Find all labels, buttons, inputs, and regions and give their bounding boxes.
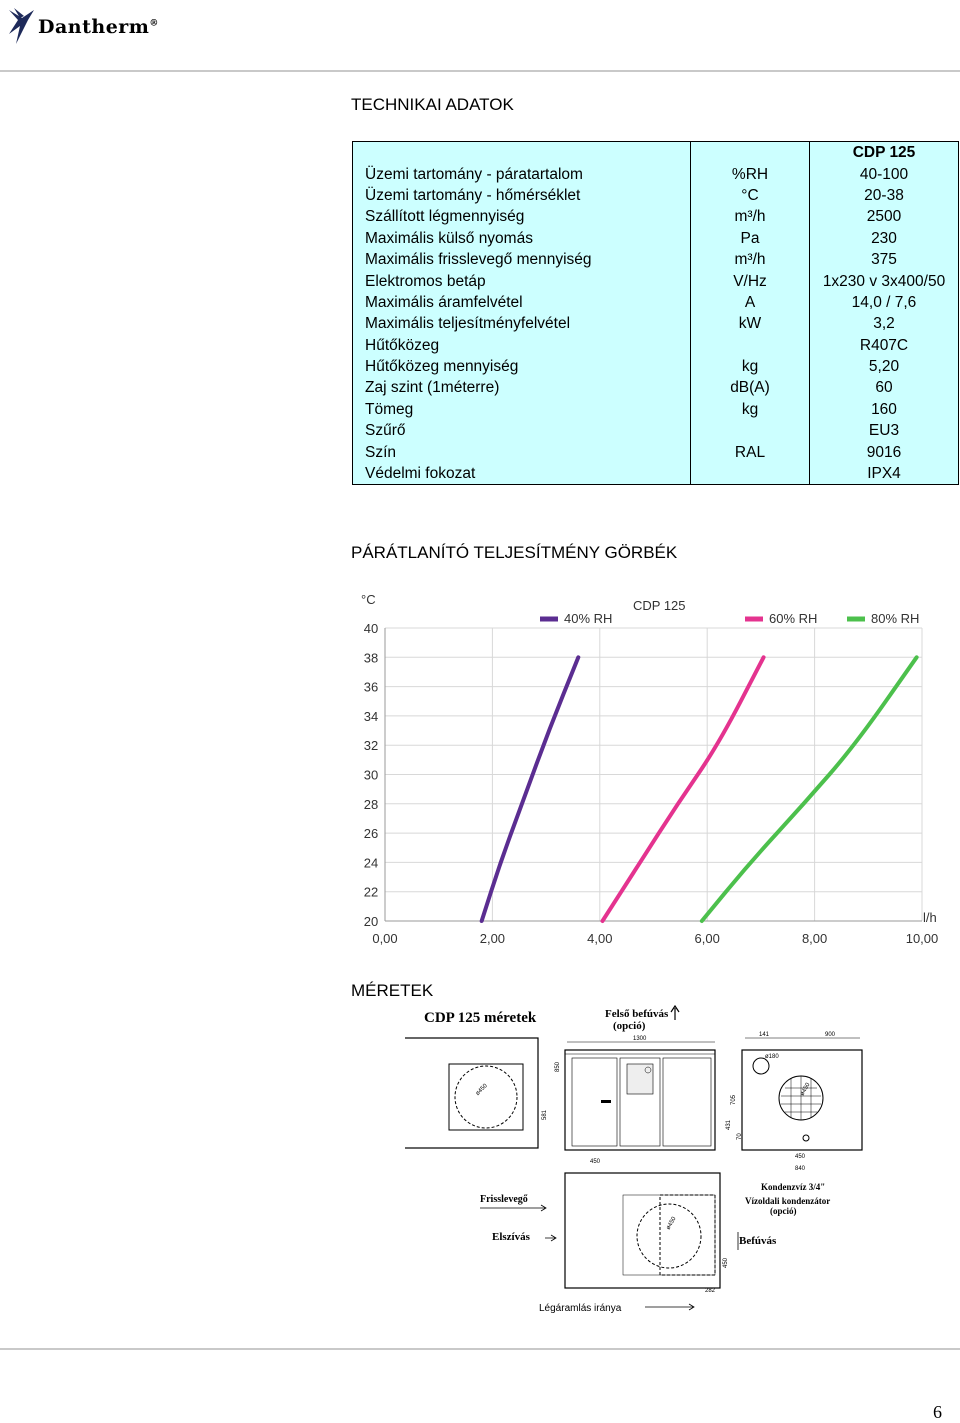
spec-value: 20-38 [810, 185, 959, 206]
x-tick-label: 2,00 [479, 931, 506, 946]
x-tick-label: 0,00 [372, 931, 398, 946]
y-axis-label: °C [361, 592, 376, 607]
spec-unit: kW [691, 313, 810, 334]
spec-label: Hűtőközeg mennyiség [353, 356, 691, 377]
spec-row [353, 270, 959, 291]
y-tick-label: 32 [363, 738, 379, 754]
spec-label: Hűtőközeg [353, 335, 691, 356]
spec-value: 230 [810, 228, 959, 249]
spec-value: 2500 [810, 206, 959, 227]
dim-581: 581 [542, 1109, 548, 1120]
spec-unit: V/Hz [691, 270, 810, 291]
spec-row [353, 335, 959, 356]
spec-value: IPX4 [810, 463, 959, 485]
y-tick-label: 30 [363, 767, 379, 783]
y-tick-label: 22 [363, 884, 379, 900]
spec-unit [691, 463, 810, 485]
dantherm-logo-icon [6, 4, 36, 48]
series-line [482, 657, 579, 921]
spec-unit: m³/h [691, 206, 810, 227]
spec-unit: °C [691, 185, 810, 206]
spec-label: Üzemi tartomány - páratartalom [353, 163, 691, 184]
spec-unit [691, 420, 810, 441]
dim-431: 431 [726, 1119, 732, 1130]
spec-row [353, 163, 959, 184]
spec-table [352, 141, 959, 485]
dim-705: 705 [731, 1094, 737, 1105]
dehumidification-chart [355, 588, 945, 950]
brand-name: Dantherm® [38, 16, 159, 38]
plan-view [565, 1173, 729, 1294]
dimension-drawing [405, 1000, 885, 1320]
spec-unit [691, 335, 810, 356]
airflow-label: Légáramlás iránya [539, 1303, 622, 1314]
spec-label: Védelmi fokozat [353, 463, 691, 485]
spec-header-row [353, 142, 959, 164]
spec-label: Maximális teljesítményfelvétel [353, 313, 691, 334]
spec-label: Tömeg [353, 399, 691, 420]
spec-row [353, 228, 959, 249]
x-tick-label: 8,00 [801, 931, 828, 946]
x-tick-label: 6,00 [694, 931, 720, 946]
spec-row [353, 356, 959, 377]
spec-value: 14,0 / 7,6 [810, 292, 959, 313]
footer-divider [0, 1348, 960, 1350]
spec-value: 3,2 [810, 313, 959, 334]
dim-450-plan: 450 [723, 1257, 729, 1268]
dim-1300: 1300 [633, 1036, 647, 1042]
arrow-up-icon [671, 1006, 679, 1020]
dim-450-side: 450 [795, 1154, 806, 1160]
water-condenser-line1: Vízoldali kondenzátor [745, 1196, 831, 1206]
dim-282: 282 [705, 1288, 716, 1294]
spec-row [353, 185, 959, 206]
spec-value: 9016 [810, 441, 959, 462]
top-outlet-line1: Felső befúvás [605, 1008, 669, 1020]
spec-row [353, 206, 959, 227]
spec-label: Maximális frisslevegő mennyiség [353, 249, 691, 270]
front-view [555, 1036, 715, 1150]
water-condenser-line2: (opció) [770, 1206, 797, 1216]
spec-row [353, 463, 959, 485]
spec-unit: kg [691, 399, 810, 420]
page-number: 6 [933, 1402, 942, 1422]
spec-unit: dB(A) [691, 377, 810, 398]
spec-label: Maximális áramfelvétel [353, 292, 691, 313]
spec-label: Szállított légmennyiség [353, 206, 691, 227]
spec-unit: RAL [691, 441, 810, 462]
y-tick-label: 26 [363, 826, 379, 842]
spec-value: 5,20 [810, 356, 959, 377]
spec-row [353, 313, 959, 334]
y-tick-label: 28 [363, 796, 379, 812]
y-tick-label: 38 [363, 650, 379, 666]
dim-phi180: ø180 [765, 1054, 779, 1060]
legend-label: 40% RH [564, 611, 613, 626]
arrow-right-icon [645, 1304, 694, 1310]
y-tick-label: 36 [363, 679, 379, 695]
side-view-right [726, 1032, 862, 1150]
fresh-air-label: Frisslevegő [480, 1194, 528, 1205]
top-outlet-label [605, 1008, 671, 1032]
spec-label: Elektromos betáp [353, 270, 691, 291]
dim-141: 141 [759, 1032, 770, 1038]
model-name: CDP 125 [810, 142, 959, 164]
water-condenser-label [745, 1196, 832, 1216]
condensate-label: Kondenzvíz 3/4" [761, 1182, 826, 1192]
section-title-dimensions: MÉRETEK [351, 981, 434, 1000]
header-divider [0, 70, 960, 72]
top-outlet-line2: (opció) [613, 1020, 646, 1032]
spec-row [353, 420, 959, 441]
dim-900: 900 [825, 1032, 836, 1038]
x-tick-label: 10,00 [905, 931, 939, 946]
dim-phi450-right: ø450 [799, 1082, 812, 1097]
spec-label: Üzemi tartomány - hőmérséklet [353, 185, 691, 206]
dims-title: CDP 125 méretek [424, 1010, 537, 1026]
x-tick-label: 4,00 [587, 931, 613, 946]
spec-label: Szűrő [353, 420, 691, 441]
legend-label: 80% RH [871, 611, 920, 626]
spec-value: 160 [810, 399, 959, 420]
arrow-right-icon [545, 1235, 556, 1241]
section-title-performance-curves: PÁRÁTLANÍTÓ TELJESÍTMÉNY GÖRBÉK [351, 543, 678, 562]
spec-unit: A [691, 292, 810, 313]
spec-unit: %RH [691, 163, 810, 184]
y-tick-label: 34 [363, 708, 379, 724]
dim-850: 850 [555, 1061, 561, 1072]
spec-unit: kg [691, 356, 810, 377]
y-tick-label: 24 [363, 855, 379, 871]
section-title-technical-data: TECHNIKAI ADATOK [351, 95, 514, 114]
spec-value: EU3 [810, 420, 959, 441]
y-tick-label: 40 [363, 621, 379, 636]
legend-label: 60% RH [769, 611, 818, 626]
spec-label: Szín [353, 441, 691, 462]
spec-row [353, 292, 959, 313]
spec-unit: Pa [691, 228, 810, 249]
dim-450-front: 450 [590, 1159, 601, 1165]
series-line [702, 657, 917, 921]
spec-row [353, 249, 959, 270]
spec-value: 60 [810, 377, 959, 398]
series-line [602, 657, 763, 921]
spec-row [353, 441, 959, 462]
side-view-left [405, 1038, 548, 1148]
spec-label: Maximális külső nyomás [353, 228, 691, 249]
dim-phi450-plan: ø450 [665, 1216, 678, 1231]
dim-840: 840 [795, 1166, 806, 1172]
spec-value: 1x230 v 3x400/50 [810, 270, 959, 291]
x-axis-label: l/h [923, 910, 937, 925]
spec-value: 375 [810, 249, 959, 270]
exhaust-label: Elszívás [492, 1231, 530, 1243]
arrow-right-icon [480, 1205, 546, 1211]
spec-value: 40-100 [810, 163, 959, 184]
supply-label: Befúvás [739, 1235, 777, 1247]
spec-unit: m³/h [691, 249, 810, 270]
spec-value: R407C [810, 335, 959, 356]
spec-row [353, 377, 959, 398]
chart-title: CDP 125 [633, 598, 686, 613]
dim-phi450-left: ø450 [474, 1083, 489, 1097]
dim-70: 70 [737, 1133, 743, 1140]
spec-label: Zaj szint (1méterre) [353, 377, 691, 398]
y-tick-label: 20 [363, 914, 379, 929]
spec-row [353, 399, 959, 420]
